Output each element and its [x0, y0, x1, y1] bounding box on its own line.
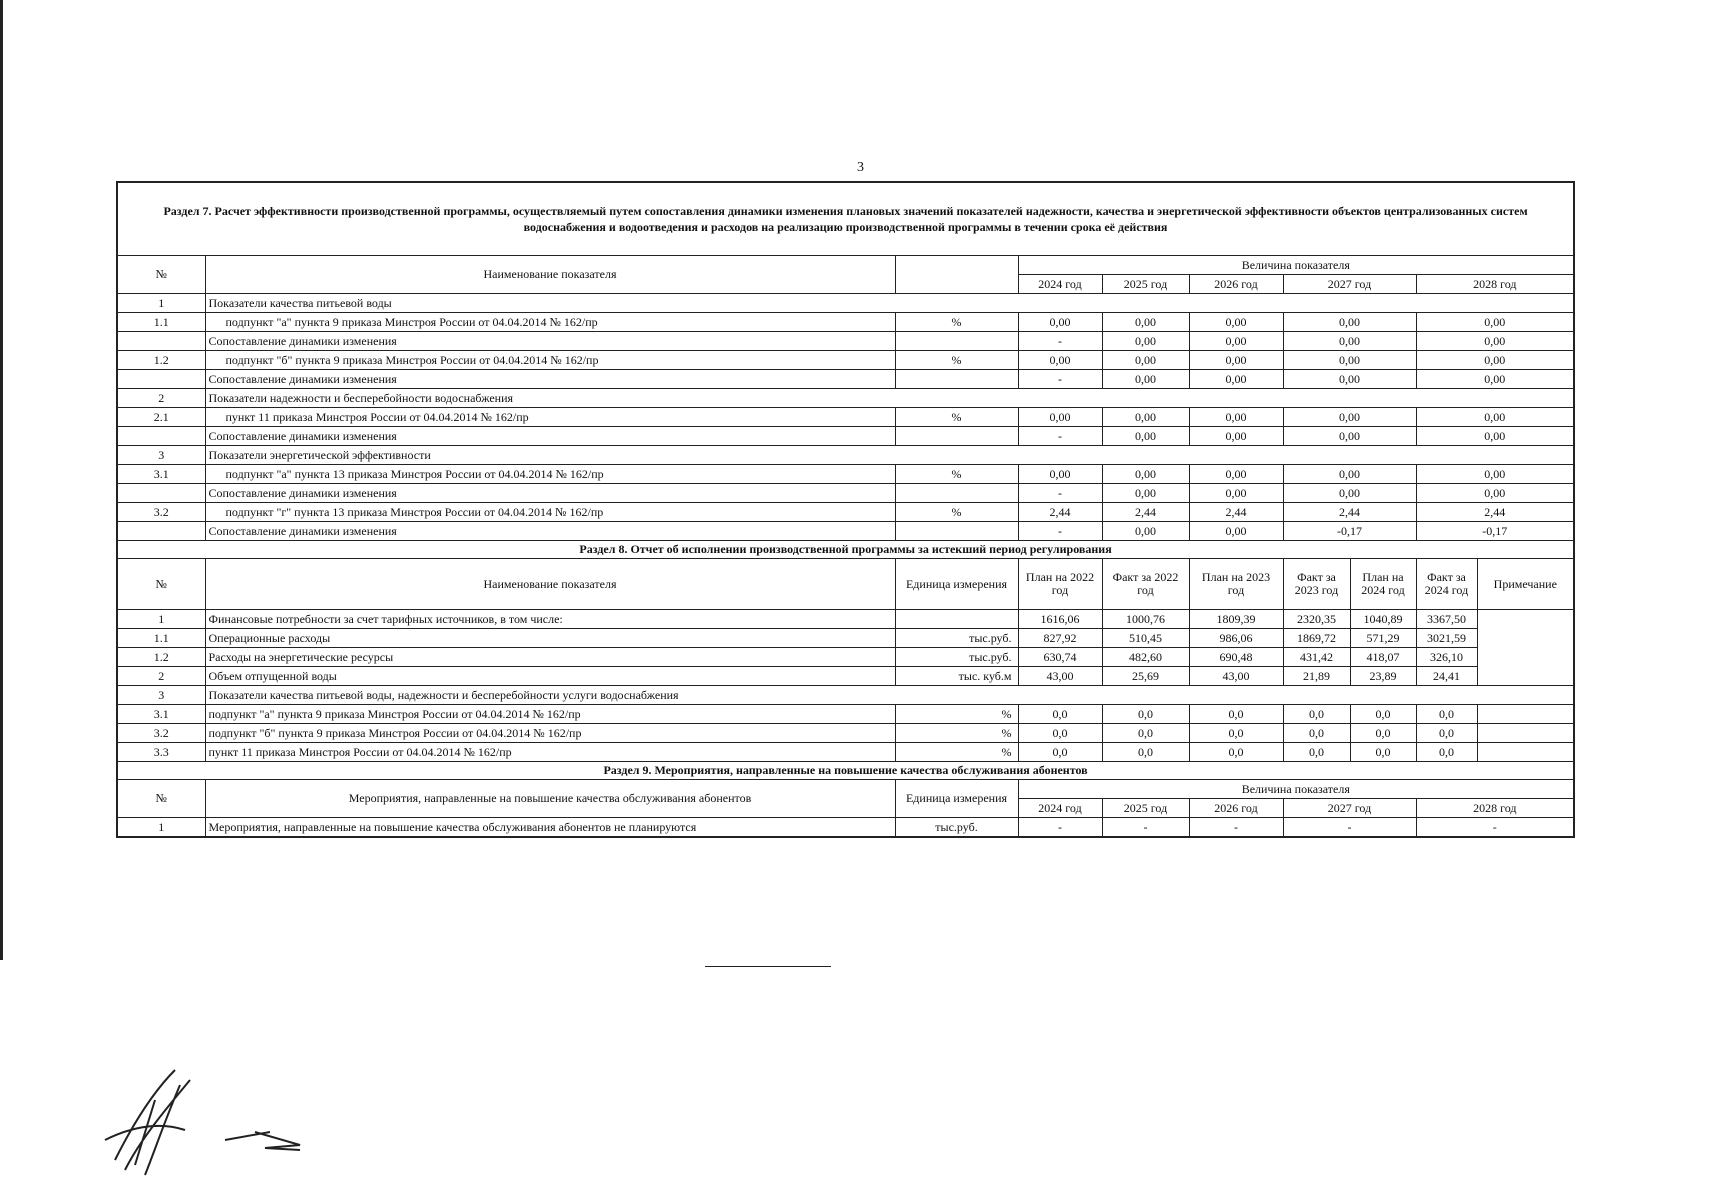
value-cell: 1040,89 — [1350, 610, 1416, 629]
value-cell: 43,00 — [1018, 667, 1102, 686]
row-unit: тыс.руб. — [895, 818, 1018, 838]
value-cell: 0,00 — [1018, 465, 1102, 484]
row-name: подпункт "а" пункта 13 приказа Минстроя России от 04.04.2014 № 162/пр — [205, 465, 895, 484]
year-header: 2025 год — [1102, 799, 1189, 818]
table-row — [117, 370, 1574, 389]
header-note: Примечание — [1477, 559, 1574, 610]
table-row — [117, 648, 1574, 667]
value-cell: 690,48 — [1189, 648, 1283, 667]
value-cell: 0,00 — [1102, 522, 1189, 541]
value-cell: 0,00 — [1283, 427, 1416, 446]
period-header: Факт за 2023 год — [1283, 559, 1350, 610]
row-number: 1.1 — [117, 313, 205, 332]
value-cell: 0,00 — [1189, 351, 1283, 370]
value-cell: 0,0 — [1102, 705, 1189, 724]
row-number — [117, 332, 205, 351]
value-cell: 827,92 — [1018, 629, 1102, 648]
row-name: подпункт "а" пункта 9 приказа Минстроя России от 04.04.2014 № 162/пр — [205, 705, 895, 724]
value-cell: 2,44 — [1018, 503, 1102, 522]
header-name: Мероприятия, направленные на повышение качества обслуживания абонентов — [205, 780, 895, 818]
value-cell: 0,00 — [1189, 427, 1283, 446]
year-header: 2027 год — [1283, 799, 1416, 818]
value-cell: 1869,72 — [1283, 629, 1350, 648]
header-unit — [895, 256, 1018, 294]
table-row — [117, 332, 1574, 351]
row-number: 2.1 — [117, 408, 205, 427]
value-cell: 0,00 — [1283, 313, 1416, 332]
value-cell: 0,00 — [1283, 408, 1416, 427]
group-row — [117, 446, 1574, 465]
document-tables — [116, 181, 1573, 838]
value-cell: 0,00 — [1018, 408, 1102, 427]
row-unit: % — [895, 465, 1018, 484]
value-cell: 0,0 — [1189, 705, 1283, 724]
section7-title: Раздел 7. Расчет эффективности производственной программы, осуществляемый путем сопоставления динамики изменения плановых значений показателей надежности, качества и энергетической эффективности объектов централизованных систем водоснабжения и водоотведения и расходов на реализацию производственной программы в течении срока её действия — [117, 182, 1574, 256]
value-cell: 326,10 — [1416, 648, 1477, 667]
row-name: Объем отпущенной воды — [205, 667, 895, 686]
row-number: 1.2 — [117, 351, 205, 370]
row-unit — [895, 427, 1018, 446]
period-header: План на 2023 год — [1189, 559, 1283, 610]
row-number: 3.3 — [117, 743, 205, 762]
value-cell: - — [1018, 484, 1102, 503]
value-cell: 0,00 — [1189, 522, 1283, 541]
value-cell: 0,0 — [1416, 724, 1477, 743]
value-cell: 0,0 — [1283, 743, 1350, 762]
row-number: 1 — [117, 294, 205, 313]
header-value: Величина показателя — [1018, 256, 1574, 275]
value-cell: 571,29 — [1350, 629, 1416, 648]
year-header: 2025 год — [1102, 275, 1189, 294]
value-cell: 0,00 — [1018, 351, 1102, 370]
value-cell: 0,00 — [1102, 427, 1189, 446]
table-row — [117, 724, 1574, 743]
page-number: 3 — [857, 160, 864, 175]
row-number: 3.2 — [117, 724, 205, 743]
year-header: 2028 год — [1416, 799, 1574, 818]
note-cell — [1477, 610, 1574, 686]
value-cell: 482,60 — [1102, 648, 1189, 667]
row-name: Расходы на энергетические ресурсы — [205, 648, 895, 667]
value-cell: 0,00 — [1416, 408, 1574, 427]
value-cell: 0,00 — [1102, 484, 1189, 503]
group-name: Показатели качества питьевой воды — [205, 294, 1574, 313]
row-number — [117, 427, 205, 446]
value-cell: 0,00 — [1102, 408, 1189, 427]
value-cell: 0,00 — [1102, 370, 1189, 389]
signature — [95, 1060, 345, 1180]
value-cell: 0,0 — [1416, 743, 1477, 762]
header-unit: Единица измерения — [895, 780, 1018, 818]
table-row — [117, 629, 1574, 648]
note-cell — [1477, 743, 1574, 762]
value-cell: 0,00 — [1283, 332, 1416, 351]
header-value: Величина показателя — [1018, 780, 1574, 799]
value-cell: - — [1189, 818, 1283, 838]
header-unit: Единица измерения — [895, 559, 1018, 610]
value-cell: 0,00 — [1416, 427, 1574, 446]
value-cell: - — [1018, 427, 1102, 446]
value-cell: 2320,35 — [1283, 610, 1350, 629]
value-cell: 23,89 — [1350, 667, 1416, 686]
section9-header-row — [117, 780, 1574, 799]
value-cell: 2,44 — [1283, 503, 1416, 522]
value-cell: 0,0 — [1350, 705, 1416, 724]
value-cell: 21,89 — [1283, 667, 1350, 686]
value-cell: -0,17 — [1416, 522, 1574, 541]
group-name: Показатели надежности и бесперебойности водоснабжения — [205, 389, 1574, 408]
table-row — [117, 427, 1574, 446]
table-row — [117, 465, 1574, 484]
value-cell: 0,0 — [1102, 743, 1189, 762]
value-cell: 630,74 — [1018, 648, 1102, 667]
period-header: План на 2024 год — [1350, 559, 1416, 610]
row-name: подпункт "а" пункта 9 приказа Минстроя России от 04.04.2014 № 162/пр — [205, 313, 895, 332]
value-cell: 24,41 — [1416, 667, 1477, 686]
value-cell: 1000,76 — [1102, 610, 1189, 629]
header-no: № — [117, 256, 205, 294]
table-row — [117, 351, 1574, 370]
value-cell: 0,0 — [1283, 724, 1350, 743]
row-name: Финансовые потребности за счет тарифных источников, в том числе: — [205, 610, 895, 629]
value-cell: 43,00 — [1189, 667, 1283, 686]
value-cell: 0,0 — [1189, 743, 1283, 762]
value-cell: 0,00 — [1189, 408, 1283, 427]
year-header: 2026 год — [1189, 275, 1283, 294]
value-cell: - — [1416, 818, 1574, 838]
value-cell: 418,07 — [1350, 648, 1416, 667]
row-number: 3.1 — [117, 705, 205, 724]
value-cell: 0,00 — [1416, 370, 1574, 389]
value-cell: - — [1018, 818, 1102, 838]
value-cell: -0,17 — [1283, 522, 1416, 541]
note-cell — [1477, 705, 1574, 724]
year-header: 2027 год — [1283, 275, 1416, 294]
value-cell: 0,00 — [1102, 465, 1189, 484]
value-cell: 0,00 — [1416, 313, 1574, 332]
value-cell: 0,0 — [1018, 743, 1102, 762]
row-number: 3.2 — [117, 503, 205, 522]
group-row — [117, 294, 1574, 313]
value-cell: 0,00 — [1018, 313, 1102, 332]
scan-edge — [0, 0, 3, 960]
separator-line — [705, 966, 831, 967]
value-cell: 0,00 — [1189, 313, 1283, 332]
row-name: Сопоставление динамики изменения — [205, 484, 895, 503]
value-cell: 3367,50 — [1416, 610, 1477, 629]
row-name: Сопоставление динамики изменения — [205, 332, 895, 351]
value-cell: 2,44 — [1416, 503, 1574, 522]
table-row — [117, 503, 1574, 522]
row-name: пункт 11 приказа Минстроя России от 04.04.2014 № 162/пр — [205, 408, 895, 427]
value-cell: 0,00 — [1189, 370, 1283, 389]
value-cell: 0,00 — [1416, 465, 1574, 484]
value-cell: - — [1283, 818, 1416, 838]
value-cell: 3021,59 — [1416, 629, 1477, 648]
row-unit — [895, 610, 1018, 629]
value-cell: 0,00 — [1416, 332, 1574, 351]
value-cell: 0,0 — [1189, 724, 1283, 743]
value-cell: - — [1018, 332, 1102, 351]
value-cell: - — [1018, 370, 1102, 389]
value-cell: 0,00 — [1416, 484, 1574, 503]
row-number: 2 — [117, 389, 205, 408]
report-table — [116, 181, 1575, 838]
row-unit: % — [895, 743, 1018, 762]
section7-header-row — [117, 256, 1574, 275]
value-cell: 25,69 — [1102, 667, 1189, 686]
value-cell: - — [1102, 818, 1189, 838]
row-number: 1 — [117, 610, 205, 629]
section8-header-row — [117, 559, 1574, 610]
group-row — [117, 686, 1574, 705]
row-name: Сопоставление динамики изменения — [205, 427, 895, 446]
header-name: Наименование показателя — [205, 559, 895, 610]
header-no: № — [117, 559, 205, 610]
header-no: № — [117, 780, 205, 818]
header-name: Наименование показателя — [205, 256, 895, 294]
value-cell: 0,0 — [1283, 705, 1350, 724]
value-cell: 0,0 — [1350, 743, 1416, 762]
table-row — [117, 610, 1574, 629]
value-cell: 0,00 — [1283, 465, 1416, 484]
row-name: подпункт "б" пункта 9 приказа Минстроя России от 04.04.2014 № 162/пр — [205, 724, 895, 743]
row-unit: % — [895, 705, 1018, 724]
row-number: 1.2 — [117, 648, 205, 667]
row-name: Мероприятия, направленные на повышение качества обслуживания абонентов не планируются — [205, 818, 895, 838]
row-unit: % — [895, 724, 1018, 743]
group-row — [117, 389, 1574, 408]
row-number: 1 — [117, 818, 205, 838]
value-cell: 510,45 — [1102, 629, 1189, 648]
row-number: 2 — [117, 667, 205, 686]
value-cell: - — [1018, 522, 1102, 541]
value-cell: 1809,39 — [1189, 610, 1283, 629]
table-row — [117, 705, 1574, 724]
value-cell: 0,00 — [1283, 484, 1416, 503]
value-cell: 2,44 — [1102, 503, 1189, 522]
table-row — [117, 408, 1574, 427]
group-name: Показатели энергетической эффективности — [205, 446, 1574, 465]
period-header: Факт за 2022 год — [1102, 559, 1189, 610]
row-unit: тыс.руб. — [895, 648, 1018, 667]
section8-title: Раздел 8. Отчет об исполнении производственной программы за истекший период регулирования — [117, 541, 1574, 559]
year-header: 2028 год — [1416, 275, 1574, 294]
table-row — [117, 818, 1574, 838]
table-row — [117, 313, 1574, 332]
section9-title-row — [117, 762, 1574, 780]
row-number — [117, 484, 205, 503]
row-name: Сопоставление динамики изменения — [205, 522, 895, 541]
value-cell: 986,06 — [1189, 629, 1283, 648]
row-unit: тыс. куб.м — [895, 667, 1018, 686]
table-row — [117, 667, 1574, 686]
row-unit — [895, 522, 1018, 541]
value-cell: 0,0 — [1416, 705, 1477, 724]
period-header: План на 2022 год — [1018, 559, 1102, 610]
section9-title: Раздел 9. Мероприятия, направленные на повышение качества обслуживания абонентов — [117, 762, 1574, 780]
row-number: 3 — [117, 446, 205, 465]
row-name: Сопоставление динамики изменения — [205, 370, 895, 389]
value-cell: 0,0 — [1350, 724, 1416, 743]
table-row — [117, 484, 1574, 503]
row-number: 3 — [117, 686, 205, 705]
row-unit — [895, 332, 1018, 351]
row-number: 3.1 — [117, 465, 205, 484]
year-header: 2024 год — [1018, 799, 1102, 818]
value-cell: 2,44 — [1189, 503, 1283, 522]
row-number — [117, 522, 205, 541]
value-cell: 431,42 — [1283, 648, 1350, 667]
value-cell: 0,0 — [1102, 724, 1189, 743]
value-cell: 0,0 — [1018, 705, 1102, 724]
row-unit: % — [895, 351, 1018, 370]
value-cell: 0,00 — [1102, 351, 1189, 370]
value-cell: 1616,06 — [1018, 610, 1102, 629]
row-unit: тыс.руб. — [895, 629, 1018, 648]
row-name: Операционные расходы — [205, 629, 895, 648]
row-unit — [895, 484, 1018, 503]
row-name: подпункт "г" пункта 13 приказа Минстроя России от 04.04.2014 № 162/пр — [205, 503, 895, 522]
value-cell: 0,00 — [1102, 332, 1189, 351]
table-row — [117, 522, 1574, 541]
row-unit — [895, 370, 1018, 389]
note-cell — [1477, 724, 1574, 743]
value-cell: 0,00 — [1189, 332, 1283, 351]
section7-title-row — [117, 182, 1574, 256]
row-number: 1.1 — [117, 629, 205, 648]
value-cell: 0,00 — [1102, 313, 1189, 332]
value-cell: 0,00 — [1189, 465, 1283, 484]
table-row — [117, 743, 1574, 762]
row-name: пункт 11 приказа Минстроя России от 04.04.2014 № 162/пр — [205, 743, 895, 762]
value-cell: 0,00 — [1283, 351, 1416, 370]
year-header: 2026 год — [1189, 799, 1283, 818]
group-name: Показатели качества питьевой воды, надежности и бесперебойности услуги водоснабжения — [205, 686, 1574, 705]
section8-title-row — [117, 541, 1574, 559]
row-number — [117, 370, 205, 389]
row-unit: % — [895, 408, 1018, 427]
row-name: подпункт "б" пункта 9 приказа Минстроя России от 04.04.2014 № 162/пр — [205, 351, 895, 370]
value-cell: 0,00 — [1189, 484, 1283, 503]
value-cell: 0,00 — [1416, 351, 1574, 370]
value-cell: 0,00 — [1283, 370, 1416, 389]
row-unit: % — [895, 313, 1018, 332]
period-header: Факт за 2024 год — [1416, 559, 1477, 610]
value-cell: 0,0 — [1018, 724, 1102, 743]
row-unit: % — [895, 503, 1018, 522]
year-header: 2024 год — [1018, 275, 1102, 294]
